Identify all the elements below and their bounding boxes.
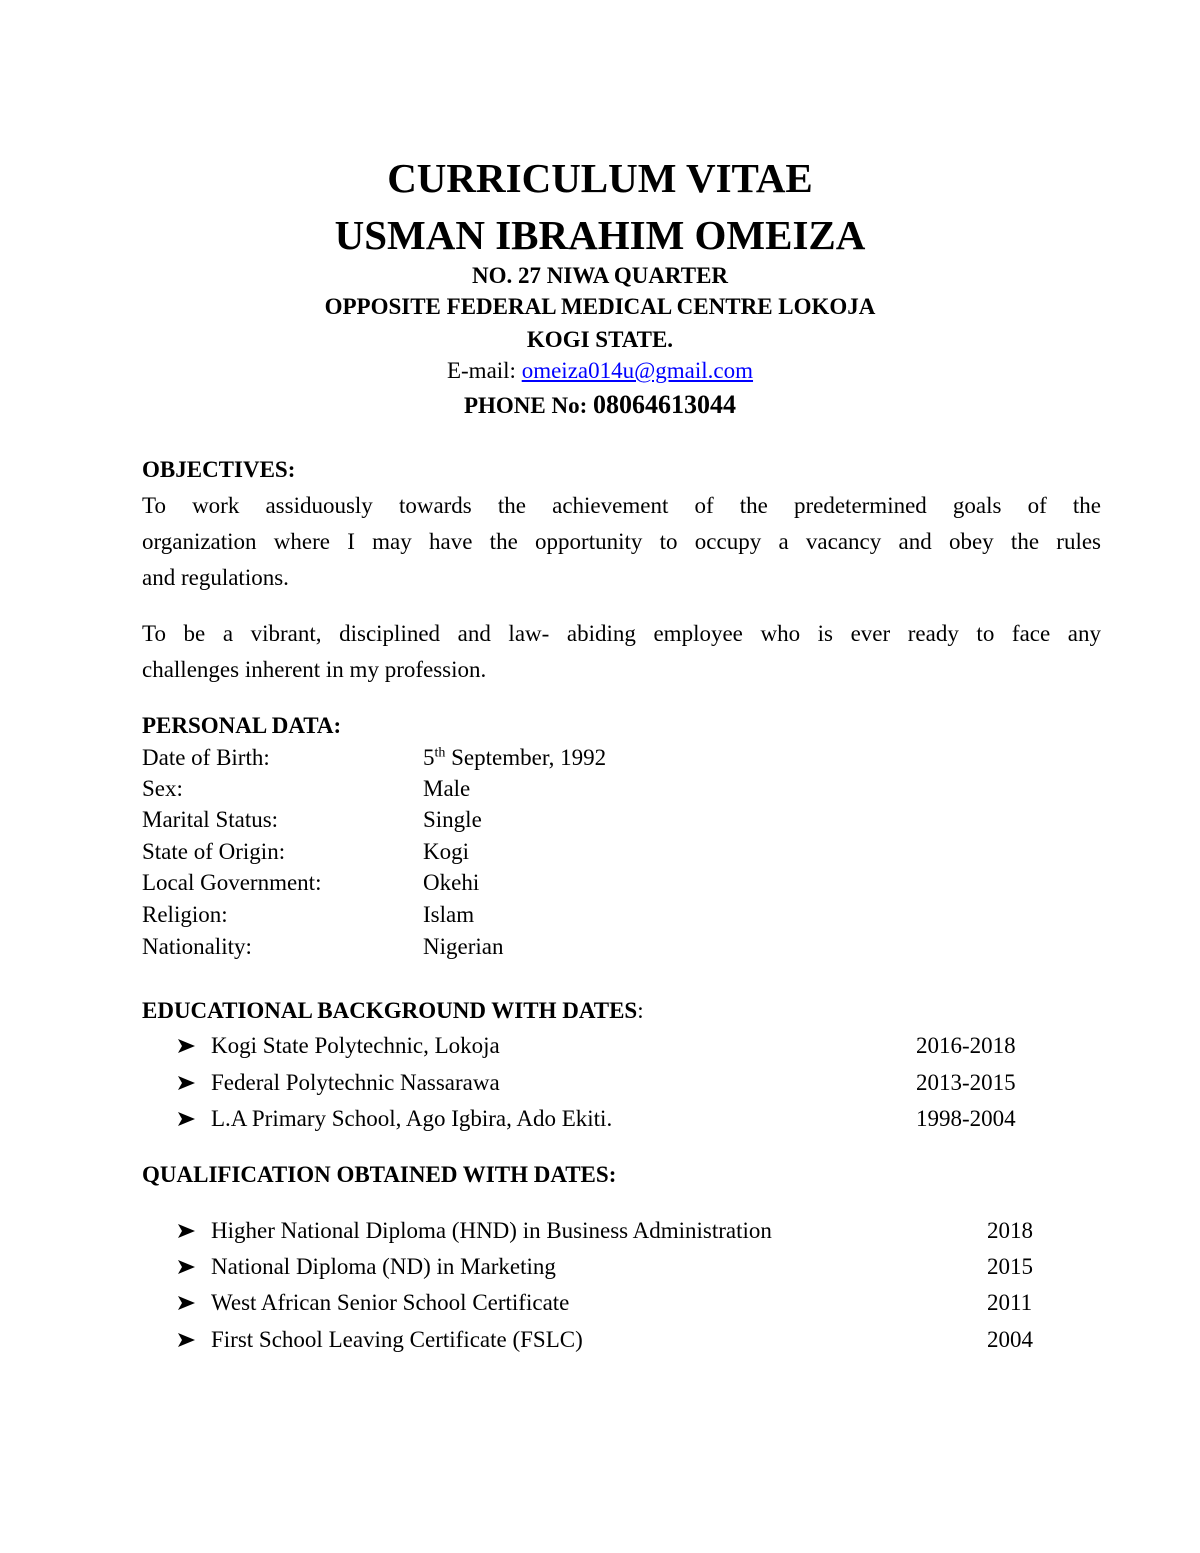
arrow-bullet-icon	[176, 1288, 198, 1318]
email-label: E-mail:	[446, 358, 522, 383]
qualification-year: 2011	[987, 1290, 1033, 1315]
objectives-paragraph-1	[142, 488, 1101, 596]
qualification-title: National Diploma (ND) in Marketing	[211, 1254, 556, 1279]
state-of-origin-label: State of Origin:	[142, 839, 286, 864]
nationality-label: Nationality:	[142, 934, 252, 959]
arrow-bullet-icon	[176, 1325, 198, 1355]
email-line	[0, 356, 1200, 386]
qualification-year: 2004	[987, 1327, 1033, 1352]
state-of-origin-value: Kogi	[423, 839, 469, 864]
qualifications-heading: QUALIFICATION OBTAINED WITH DATES:	[142, 1162, 617, 1187]
education-school: Kogi State Polytechnic, Lokoja	[211, 1033, 500, 1058]
local-government-label: Local Government:	[142, 870, 322, 895]
dob-suffix: th	[434, 745, 446, 761]
education-school: Federal Polytechnic Nassarawa	[211, 1070, 500, 1095]
objectives-heading: OBJECTIVES:	[142, 457, 296, 482]
arrow-bullet-icon	[176, 1216, 198, 1246]
education-dates: 2013-2015	[916, 1070, 1016, 1095]
marital-status-label: Marital Status:	[142, 807, 279, 832]
local-government-value: Okehi	[423, 870, 480, 895]
phone-label: PHONE No:	[463, 393, 594, 418]
religion-label: Religion:	[142, 902, 228, 927]
phone-line	[0, 389, 1200, 422]
objectives-paragraph-2	[142, 616, 1101, 688]
nationality-value: Nigerian	[423, 934, 504, 959]
arrow-bullet-icon	[176, 1031, 198, 1061]
qualification-title: Higher National Diploma (HND) in Business Administration	[211, 1218, 772, 1243]
sex-value: Male	[423, 776, 471, 801]
marital-status-value: Single	[423, 807, 482, 832]
objectives-p1-line: To work assiduously towards the achievement of the predetermined goals of the	[142, 493, 1101, 518]
sex-label: Sex:	[142, 776, 183, 801]
religion-value: Islam	[423, 902, 475, 927]
address-line-1: NO. 27 NIWA QUARTER	[471, 263, 729, 288]
arrow-bullet-icon	[176, 1068, 198, 1098]
qualification-year: 2018	[987, 1218, 1033, 1243]
dob-label: Date of Birth:	[142, 745, 270, 770]
education-dates: 1998-2004	[916, 1106, 1016, 1131]
qualification-year: 2015	[987, 1254, 1033, 1279]
document-title: CURRICULUM VITAE	[387, 155, 813, 201]
dob-value	[423, 743, 606, 773]
address-line-2: OPPOSITE FEDERAL MEDICAL CENTRE LOKOJA	[324, 294, 876, 319]
email-link[interactable]: omeiza014u@gmail.com	[521, 358, 754, 383]
objectives-p2-line: challenges inherent in my profession.	[142, 657, 487, 682]
education-school: L.A Primary School, Ago Igbira, Ado Ekiti.	[211, 1106, 613, 1131]
objectives-p1-line: organization where I may have the opportunity to occupy a vacancy and obey the rules	[142, 529, 1101, 554]
address-line-3: KOGI STATE.	[526, 327, 674, 352]
phone-number: 08064613044	[593, 390, 737, 419]
education-dates: 2016-2018	[916, 1033, 1016, 1058]
dob-rest: September, 1992	[445, 745, 607, 770]
qualification-title: West African Senior School Certificate	[211, 1290, 570, 1315]
personal-data-heading: PERSONAL DATA:	[142, 713, 342, 738]
arrow-bullet-icon	[176, 1104, 198, 1134]
arrow-bullet-icon	[176, 1252, 198, 1282]
candidate-name: USMAN IBRAHIM OMEIZA	[334, 212, 866, 258]
education-heading-colon: :	[637, 998, 644, 1023]
objectives-p1-line: and regulations.	[142, 565, 289, 590]
qualification-title: First School Leaving Certificate (FSLC)	[211, 1327, 583, 1352]
dob-day: 5	[423, 745, 435, 770]
education-heading	[142, 996, 644, 1026]
education-heading-text: EDUCATIONAL BACKGROUND WITH DATES	[142, 998, 638, 1023]
objectives-p2-line: To be a vibrant, disciplined and law- abiding employee who is ever ready to face any	[142, 621, 1101, 646]
